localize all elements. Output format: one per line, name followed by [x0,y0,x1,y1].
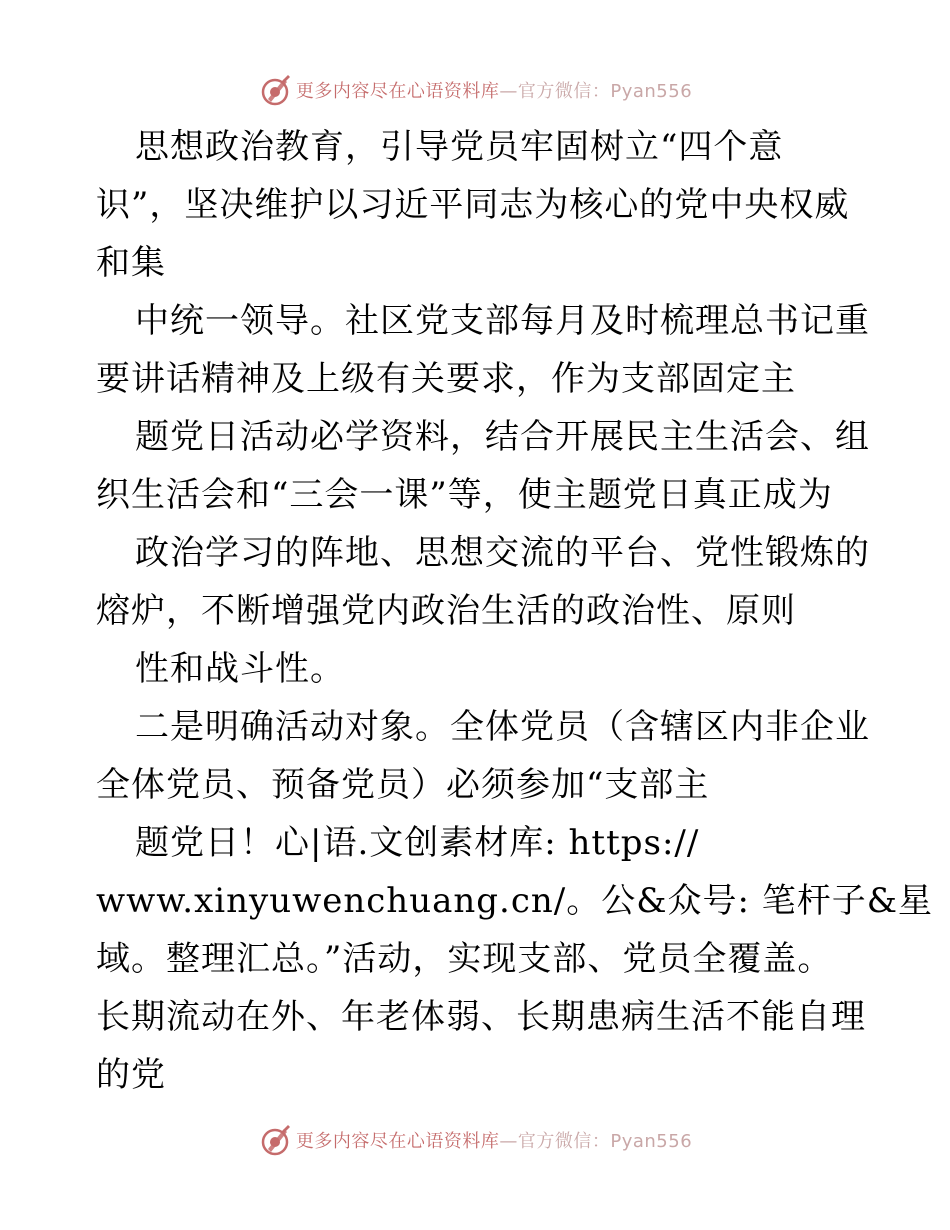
text-line: 要讲话精神及上级有关要求，作为支部固定主 [96,359,796,399]
banner-brand: 更多内容尽在心语资料库 [295,81,500,102]
text-line: 的党 [96,1055,166,1095]
text-line: 性和战斗性。 [135,649,345,689]
text-line: www.xinyuwenchuang.cn/。公&众号: 笔杆子&星 [96,881,934,921]
quill-logo-icon [258,1123,292,1157]
banner-official: 官方微信： [517,1131,611,1152]
banner-official: 官方微信： [517,81,611,102]
text-line: 长期流动在外、年老体弱、长期患病生活不能自理 [96,997,866,1037]
banner-separator: — [499,81,518,102]
text-line: 和集 [96,243,166,283]
text-line: 域。整理汇总。”活动，实现支部、党员全覆盖。 [96,939,833,979]
text-line: 二是明确活动对象。全体党员（含辖区内非企业 [135,707,870,747]
banner-brand: 更多内容尽在心语资料库 [295,1131,500,1152]
text-line: 思想政治教育，引导党员牢固树立“四个意 [135,127,784,167]
footer-banner [0,1120,950,1160]
text-line: 题党日活动必学资料，结合开展民主生活会、组 [135,417,870,457]
text-line: 中统一领导。社区党支部每月及时梳理总书记重 [135,301,870,341]
text-line: 识”，坚决维护以习近平同志为核心的党中央权威 [96,185,850,225]
banner-wechat-id: Pyan556 [610,81,693,102]
text-line: 题党日！心|语.文创素材库: https:// [135,823,700,863]
banner-separator: — [499,1131,518,1152]
text-line: 熔炉，不断增强党内政治生活的政治性、原则 [96,591,796,631]
text-line: 政治学习的阵地、思想交流的平台、党性锻炼的 [135,533,870,573]
text-line: 全体党员、预备党员）必须参加“支部主 [96,765,710,805]
banner-text [296,1127,692,1153]
text-line: 织生活会和“三会一课”等，使主题党日真正成为 [96,475,833,515]
banner-wechat-id: Pyan556 [610,1131,693,1152]
